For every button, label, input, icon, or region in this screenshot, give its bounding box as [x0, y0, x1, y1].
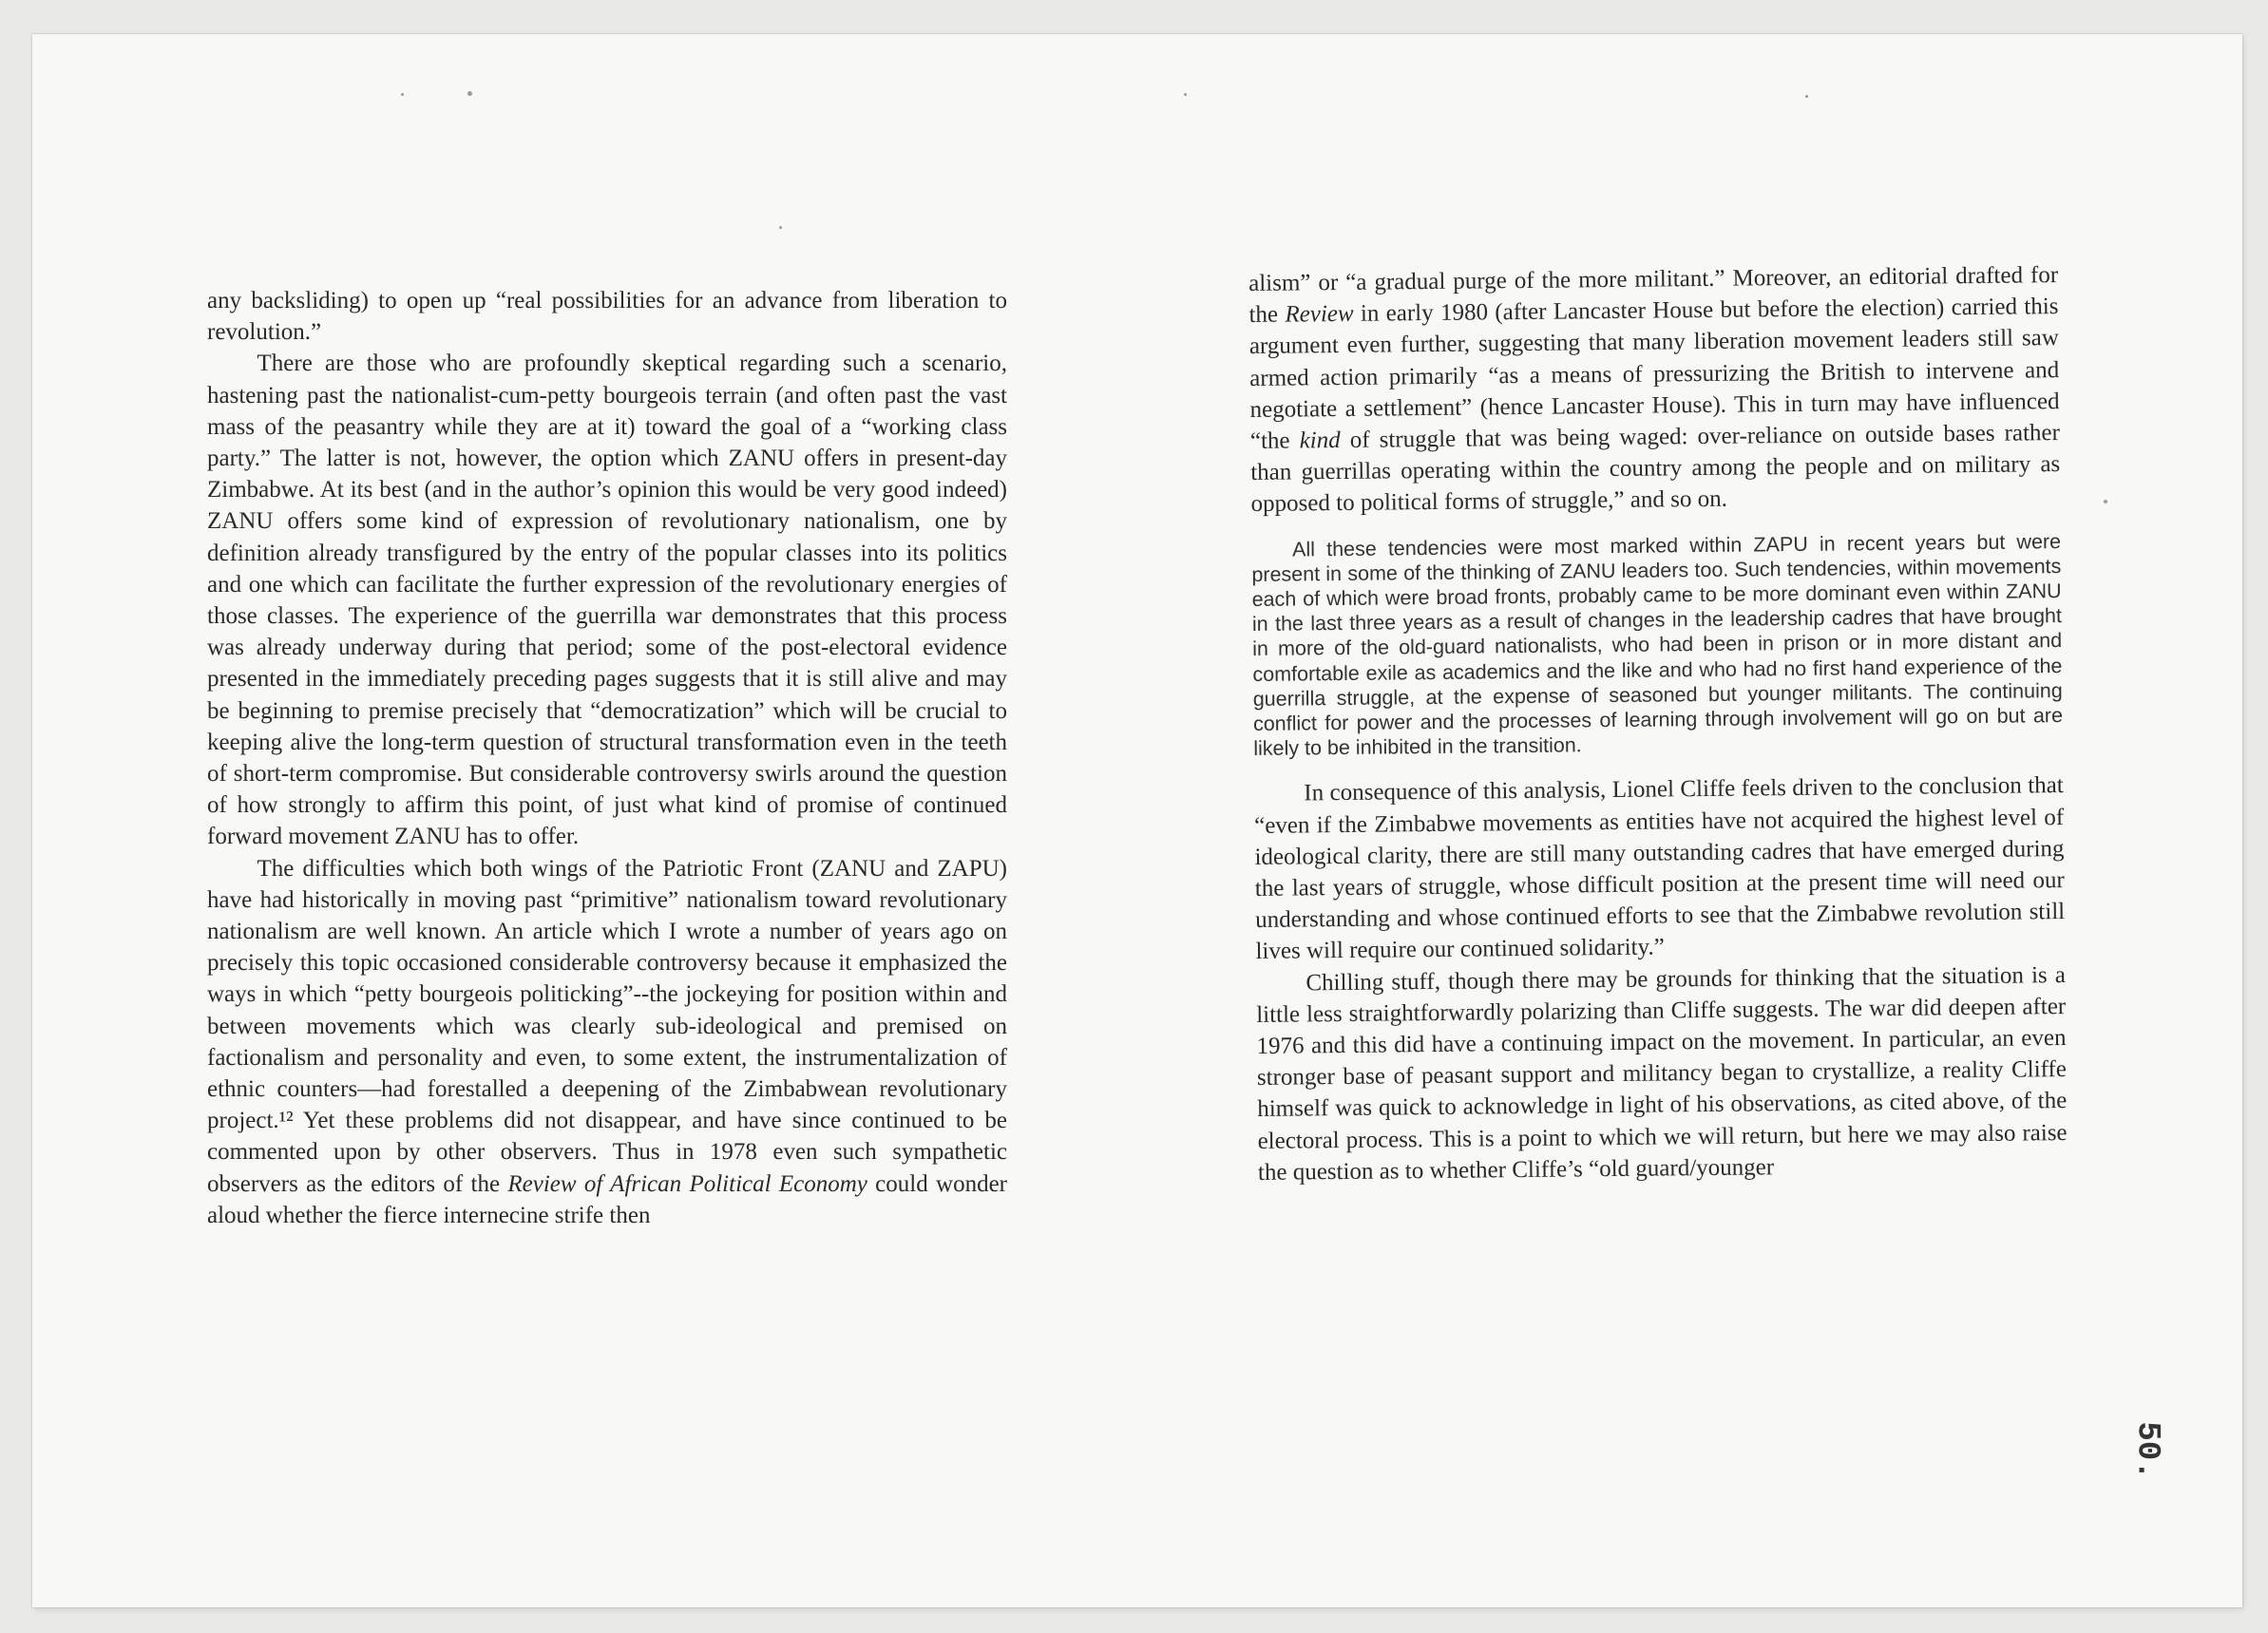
- paper-speck: [401, 93, 404, 96]
- paragraph: In consequence of this analysis, Lionel Cliffe feels driven to the conclusion that “even if the Zimbabwe movements as entities have not acquired the highest level of ideological clarity, there are still many outstanding cadres that have emerged during the last years of struggle, whose difficult position at the present time will need our understanding and whose continued efforts to see that the Zimbabwe revolution still lives will require our continued solidarity.”: [1254, 772, 2066, 965]
- left-text-column: [207, 285, 1007, 1231]
- paragraph-text: alism” or “a gradual purge of the more militant.” Moreover, an editorial drafted for the: [1248, 262, 2059, 329]
- paragraph: There are those who are profoundly skeptical regarding such a scenario, hastening past the nationalist-cum-petty bourgeois terrain (and often past the vast mass of the peasantry while they are at it) toward the goal of a “working class party.” The latter is not, however, the option which ZANU offers in present-day Zimbabwe. At its best (and in the author’s opinion this would be very good indeed) ZANU offers some kind of expression of revolutionary nationalism, one by definition already transfigured by the entry of the popular classes into its politics and one which can facilitate the further expression of the revolutionary energies of those classes. The experience of the guerrilla war demonstrates that this process was already underway during that period; some of the post-electoral evidence presented in the immediately preceding pages suggests that it is still alive and may be beginning to premise precisely that “democratization” which will be crucial to keeping alive the long-term question of structural transformation even in the teeth of short-term compromise. But considerable controversy swirls around the question of how strongly to affirm this point, of just what kind of promise of continued forward movement ZANU has to offer.: [207, 351, 1007, 850]
- paper-speck: [1184, 93, 1187, 96]
- paragraph-text: of struggle that was being waged: over-reliance on outside bases rather than guerrillas operating within the country among the people and on military as opposed to political forms of struggle,” and so on.: [1250, 420, 2061, 518]
- paragraph: [207, 853, 1007, 1231]
- scanned-page: [32, 34, 2242, 1607]
- paper-speck: [1805, 95, 1808, 98]
- paragraph-text: in early 1980 (after Lancaster House but before the election) carried this argument even further, suggesting that many liberation movement leaders still saw armed action primarily “as a means of pressurizing the British to intervene and negotiate a settlement” (hence Lancaster House). This in turn may have influenced “the: [1248, 294, 2060, 455]
- paragraph: [1248, 259, 2061, 521]
- paragraph-text: The difficulties which both wings of the Patriotic Front (ZANU and ZAPU) have had historically in moving past “primitive” nationalism toward revolutionary nationalism are well known. An article which I wrote a number of years ago on precisely this topic occasioned considerable controversy because it emphasized the ways in which “petty bourgeois politicking”--the jockeying for position within and between movements which was clearly sub-ideological and premised on factionalism and personality and even, to some extent, the instrumentalization of ethnic counters—had forestalled a deepening of the Zimbabwean revolutionary project.¹² Yet these problems did not disappear, and have since continued to be commented upon by other observers. Thus in 1978 even such sympathetic observers as the editors of the: [207, 855, 1007, 1197]
- journal-title: Review of African Political Economy: [507, 1170, 867, 1197]
- paper-speck: [779, 226, 782, 229]
- emphasis-kind: kind: [1299, 427, 1341, 454]
- right-text-column: [1248, 259, 2068, 1188]
- paragraph: Chilling stuff, though there may be grounds for thinking that the situation is a little less straightforwardly polarizing than Cliffe suggests. The war did deepen after 1976 and this did have a continuing impact on the movement. In particular, an even stronger base of peasant support and militancy began to crystallize, a reality Cliffe himself was quick to acknowledge in light of his observations, as cited above, of the electoral process. This is a point to which we will return, but here we may also raise the question as to whether Cliffe’s “old guard/younger: [1256, 961, 2068, 1186]
- block-quote: All these tendencies were most marked within ZAPU in recent years but were present in some of the thinking of ZANU leaders too. Such tendencies, within movements each of which were broad fronts, probably came to be more dominant even within ZANU in the last three years as a result of changes in the leadership cadres that have brought in more of the old-guard nationalists, who had been in prison or in more distant and comfortable exile as academics and the like and who had no first hand experience of the guerrilla struggle, at the expense of seasoned but younger militants. The continuing conflict for power and the processes of learning through involvement will go on but are likely to be inhibited in the transition.: [1251, 529, 2064, 761]
- paper-speck: [467, 91, 472, 96]
- paragraph: any backsliding) to open up “real possibilities for an advance from liberation to revolution.”: [207, 288, 1007, 346]
- page-number: 50.: [2128, 1421, 2165, 1480]
- paper-speck: [2104, 500, 2107, 503]
- review-title: Review: [1285, 301, 1354, 328]
- paragraph-text: could wonder aloud whether the fierce internecine strife then: [207, 1170, 1007, 1228]
